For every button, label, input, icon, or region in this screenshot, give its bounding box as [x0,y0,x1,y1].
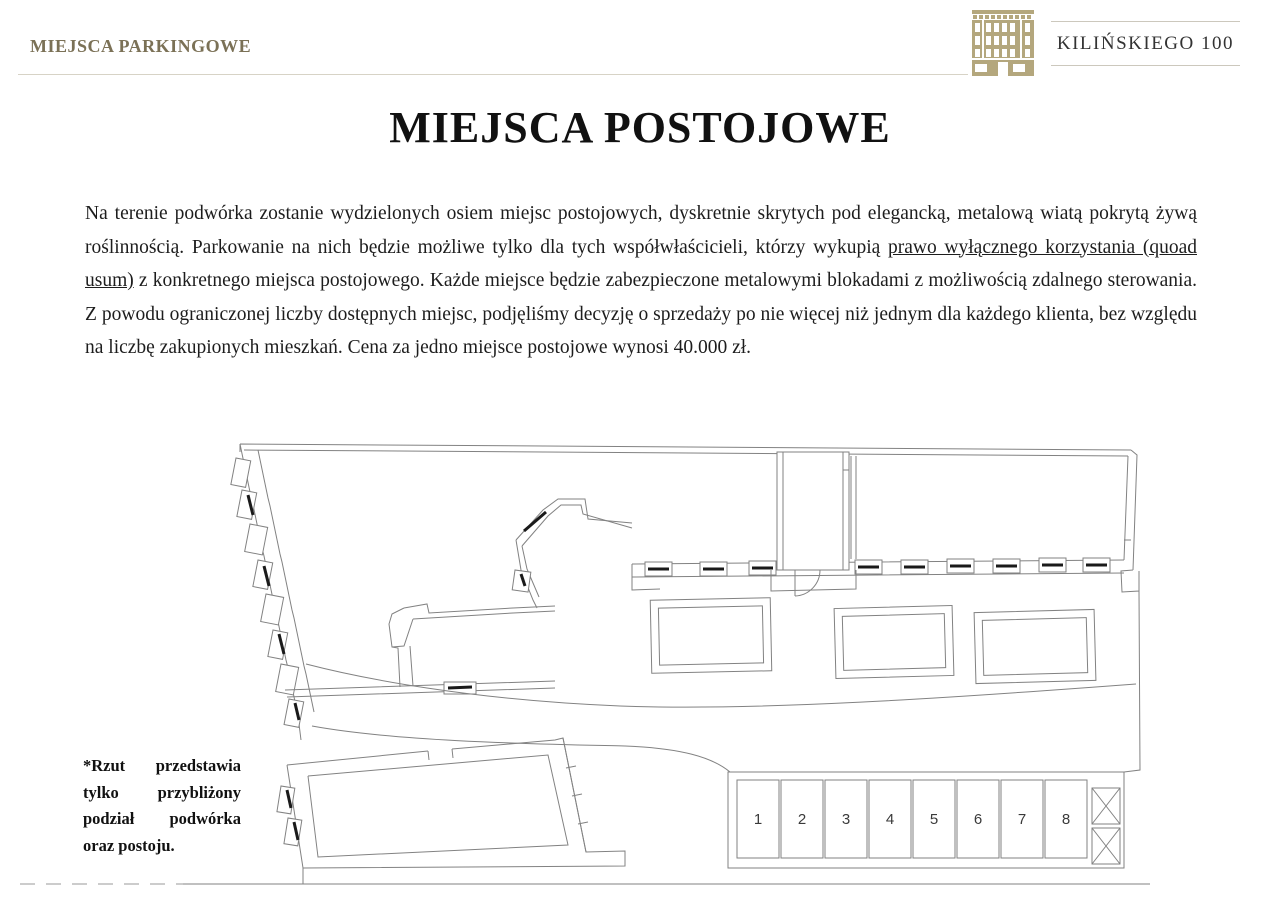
stall-number: 3 [841,811,851,828]
stall-number: 6 [973,811,983,828]
building-facade-icon [969,10,1037,76]
body-text-underlined: prawo wyłącznego korzystania (quoad usum) [85,236,1197,292]
crossed-box-icon [1092,788,1120,864]
page-title: MIEJSCA POSTOJOWE [389,103,891,152]
stall-number: 2 [797,811,807,828]
parking-stalls [737,780,1087,858]
body-text-1: Na terenie podwórka zostanie wydzielonych osiem miejsc postojowych, dyskretnie skrytych pod elegancką, metalową wiatą pokrytą żywą roślinnością. Parkowanie na nich będzie możliwe tylko dla tych współwłaścicieli, którzy wykupią [85,203,1197,258]
parking-stall-numbers [754,811,1070,828]
plan-note: *Rzut przedstawia tylko przybliżony podział podwórka oraz postoju. [83,756,241,855]
stall-number: 1 [753,811,763,828]
body-paragraph [85,197,1197,365]
header-divider [18,74,968,75]
stall-number: 8 [1061,811,1071,828]
stall-number: 4 [885,811,895,828]
brand-block [969,10,1240,76]
stall-number: 5 [929,811,939,828]
brand-name: KILIŃSKIEGO 100 [1051,21,1240,66]
header-section-label: MIEJSCA PARKINGOWE [30,36,252,56]
stall-number: 7 [1017,811,1027,828]
body-text-2: z konkretnego miejsca postojowego. Każde miejsce będzie zabezpieczone metalowymi blokadami z możliwością zdalnego sterowania. Z powodu ograniczonej liczby dostępnych miejsc, podjęliśmy decyzję o sprzedaży po nie więcej niż jednym dla każdego klienta, bez względu na liczbę zakupionych mieszkań. Cena za jedno miejsce postojowe wynosi 40.000 zł. [85,270,1197,359]
